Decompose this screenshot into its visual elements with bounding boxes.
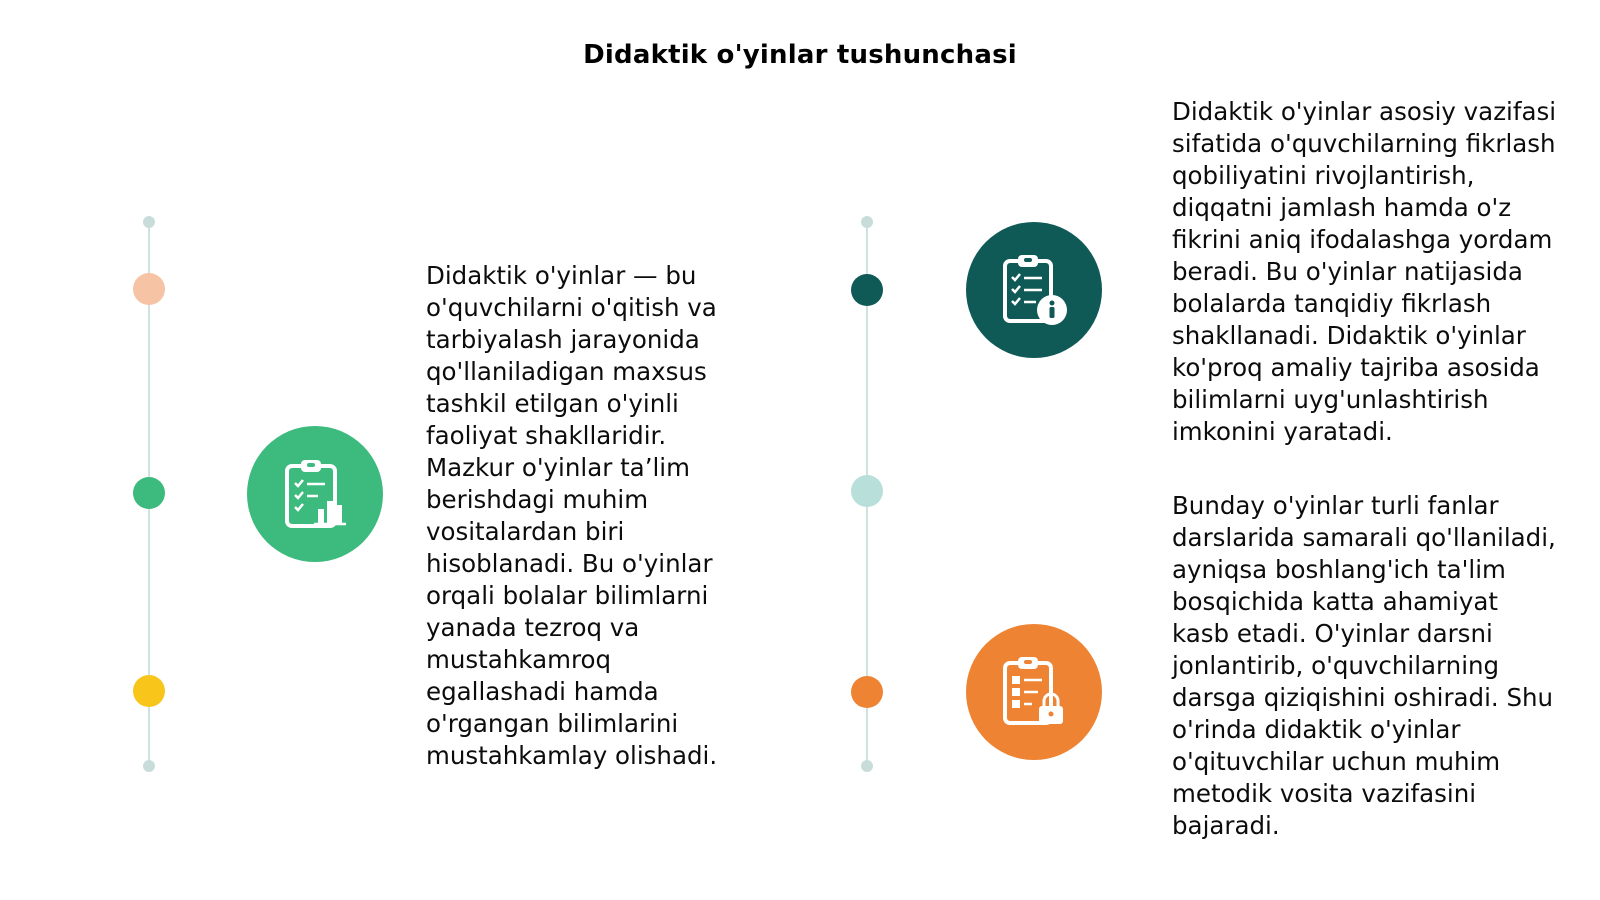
clipboard-chart-svg [280,457,350,531]
clipboard-lock-svg [998,654,1070,730]
left-timeline-dot-green [133,477,165,509]
clipboard-chart-icon [247,426,383,562]
clipboard-info-icon [966,222,1102,358]
right-timeline-end-dot [861,760,873,772]
clipboard-info-svg [998,252,1070,328]
right-timeline-dot-dark-teal [851,274,883,306]
right-bottom-description-text: Bunday o'yinlar turli fanlar darslarida samarali qo'llaniladi, ayniqsa boshlang'ich ta'lim bosqichida katta ahamiyat kasb etadi. O'yinlar darsni jonlantirib, o'quvchilarning darsga qiziqishini oshiradi. Shu o'rinda didaktik o'yinlar o'qituvchilar uchun muhim metodik vosita vazifasini bajaradi. [1172,491,1556,840]
right-timeline-start-dot [861,216,873,228]
left-timeline-dot-yellow [133,675,165,707]
left-timeline-start-dot [143,216,155,228]
right-timeline-dot-light-teal [851,475,883,507]
slide-title: Didaktik o'yinlar tushunchasi [583,40,1017,70]
left-timeline-end-dot [143,760,155,772]
left-description-text: Didaktik o'yinlar — bu o'quvchilarni o'qitish va tarbiyalash jarayonida qo'llaniladigan maxsus tashkil etilgan o'yinli faoliyat shakllaridir. Mazkur o'yinlar ta’lim berishdagi muhim vositalardan biri hisoblanadi. Bu o'yinlar orqali bolalar bilimlarni yanada tezroq va mustahkamroq egallashadi hamda o'rgangan bilimlarini mustahkamlay olishadi. [426,261,718,770]
clipboard-lock-icon [966,624,1102,760]
right-top-description-text: Didaktik o'yinlar asosiy vazifasi sifatida o'quvchilarning fikrlash qobiliyatini rivojlantirish, diqqatni jamlash hamda o'z fikrini aniq ifodalashga yordam beradi. Bu o'yinlar natijasida bolalarda tanqidiy fikrlash shakllanadi. Didaktik o'yinlar ko'proq amaliy tajriba asosida bilimlarni uyg'unlashtirish imkonini yaratadi. [1172,97,1557,446]
right-timeline-dot-orange [851,676,883,708]
left-timeline-dot-peach [133,273,165,305]
